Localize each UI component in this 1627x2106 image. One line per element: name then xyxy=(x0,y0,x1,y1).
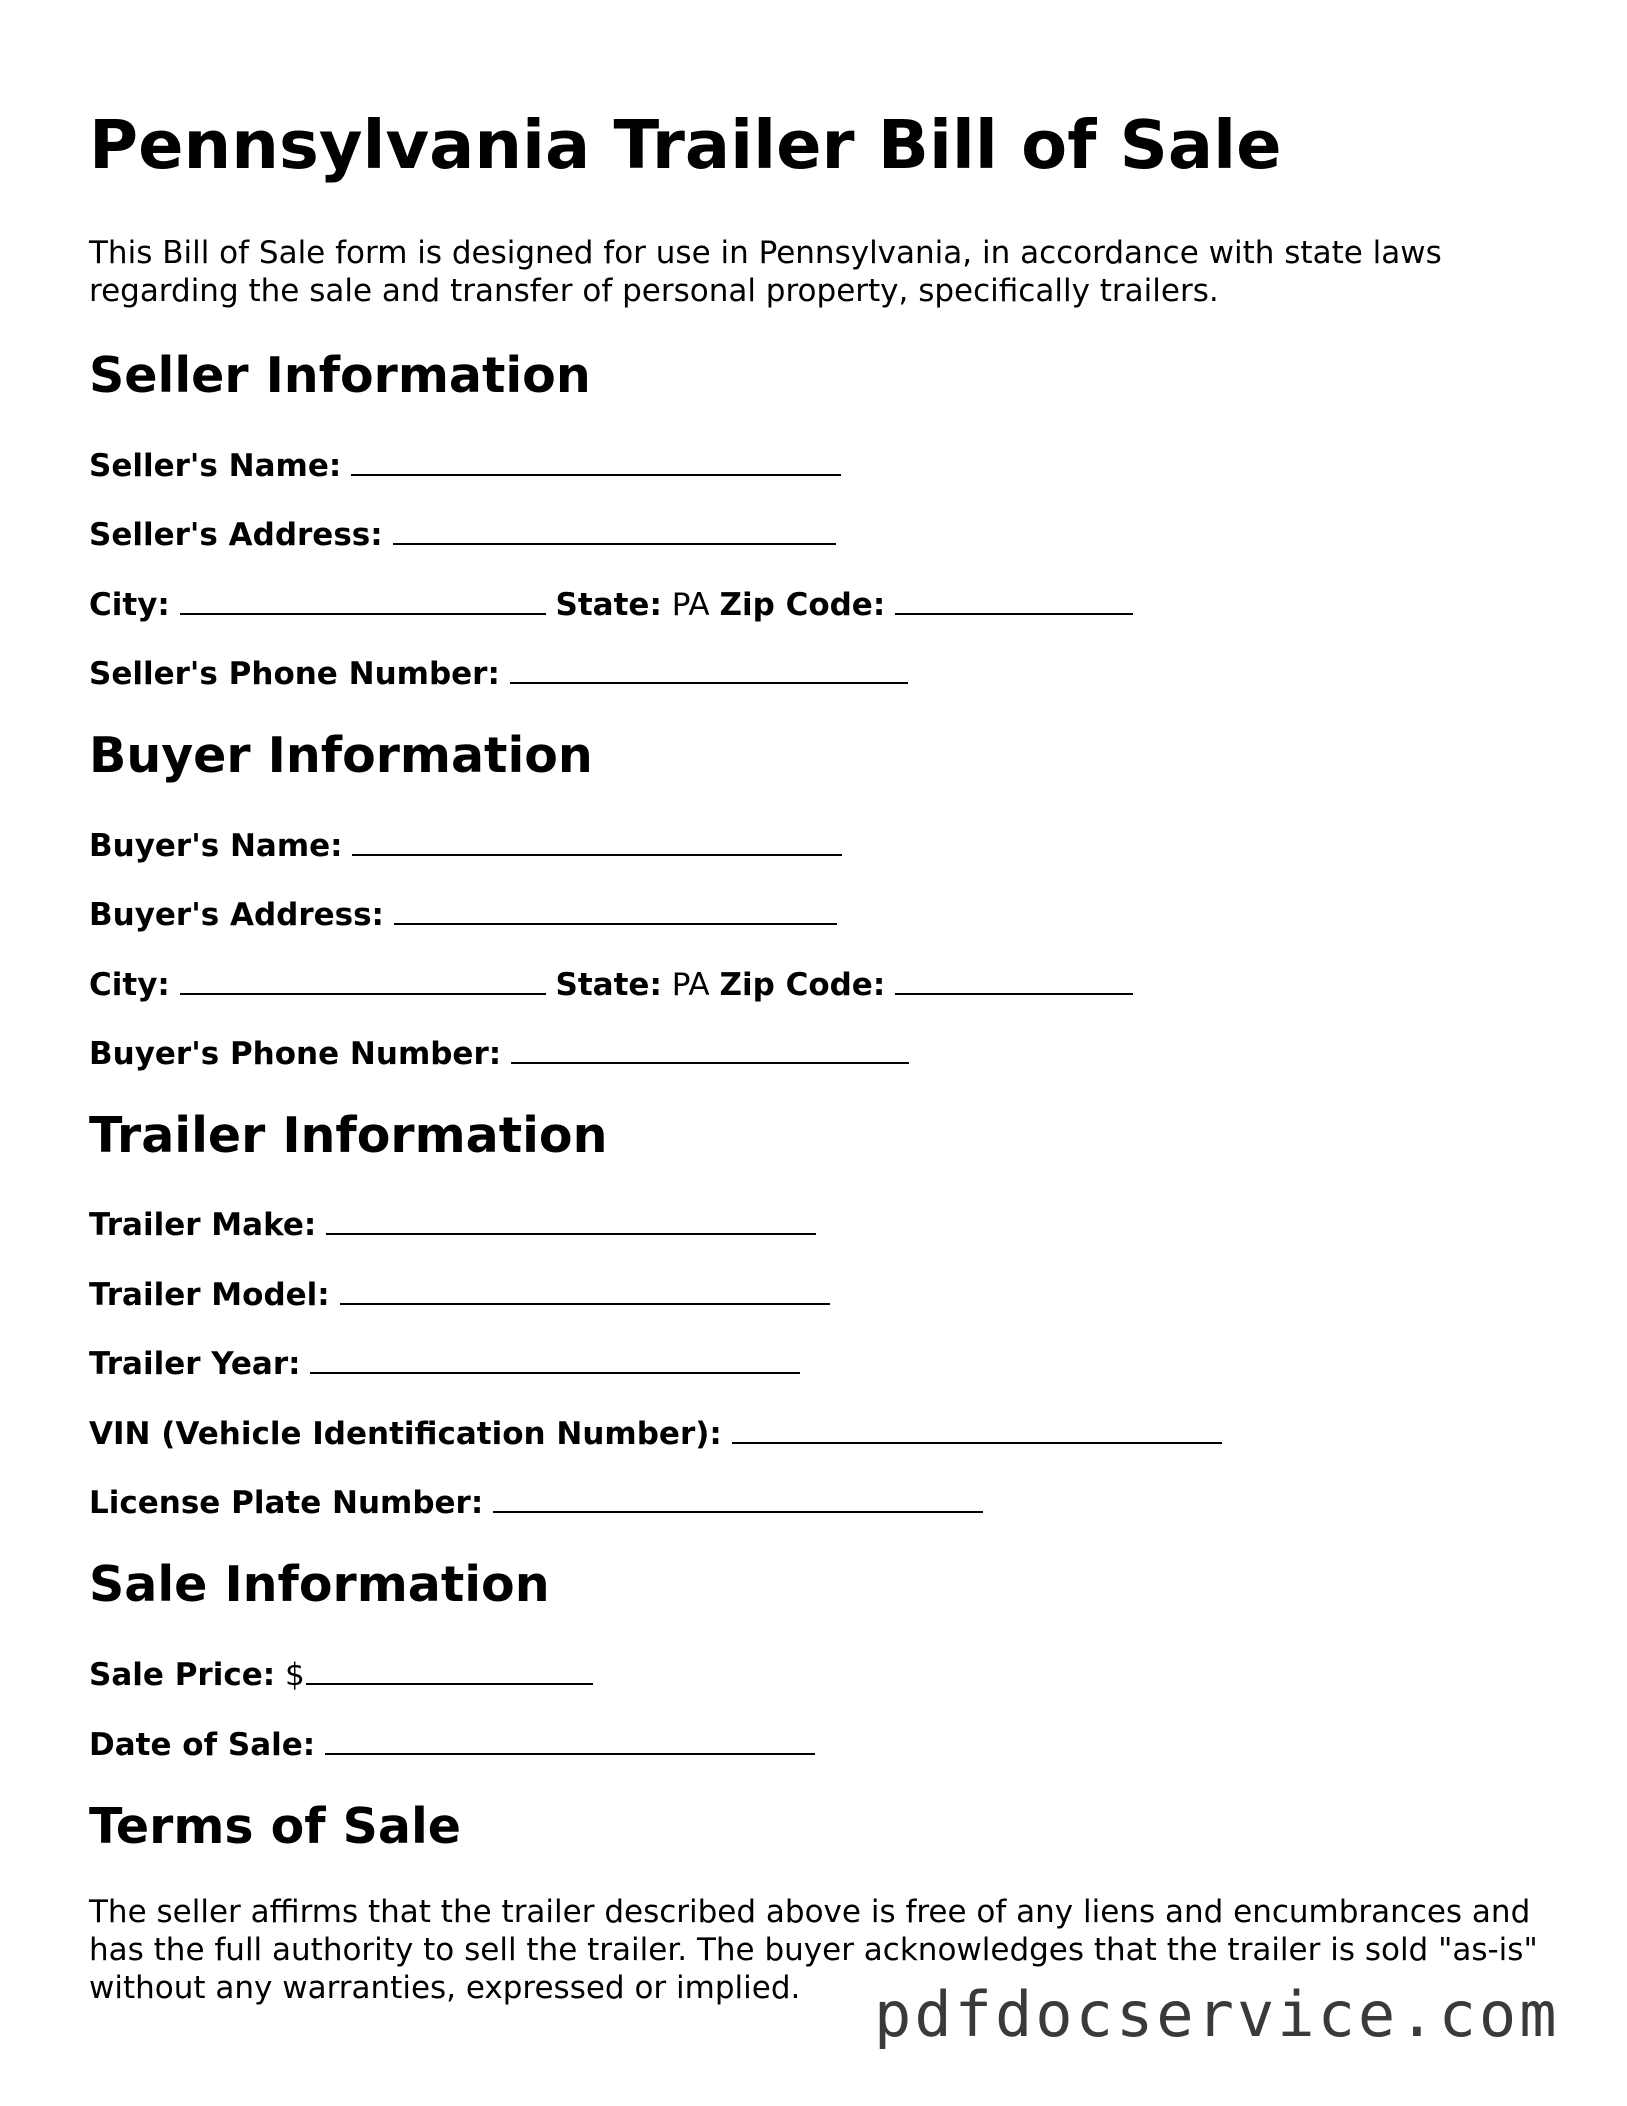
buyer-name-field[interactable] xyxy=(352,826,842,856)
seller-state-value: PA xyxy=(671,587,710,623)
seller-name-field[interactable] xyxy=(351,446,841,476)
trailer-model-label: Trailer Model: xyxy=(89,1277,330,1313)
terms-section-heading: Terms of Sale xyxy=(89,1798,462,1855)
buyer-name-label: Buyer's Name: xyxy=(89,828,343,864)
sale-date-field[interactable] xyxy=(325,1725,815,1755)
sale-price-field[interactable] xyxy=(306,1655,593,1685)
document-title: Pennsylvania Trailer Bill of Sale xyxy=(89,106,1282,184)
seller-address-field[interactable] xyxy=(393,515,836,545)
seller-name-label: Seller's Name: xyxy=(89,448,342,484)
buyer-city-field[interactable] xyxy=(180,965,546,995)
trailer-year-row xyxy=(89,1344,800,1380)
buyer-phone-row xyxy=(89,1034,909,1070)
seller-section-heading: Seller Information xyxy=(89,347,591,404)
buyer-phone-label: Buyer's Phone Number: xyxy=(89,1036,502,1072)
terms-paragraph: The seller affirms that the trailer described above is free of any liens and encumbrances and has the full authority to sell the trailer. The buyer acknowledges that the trailer is sold "as-is" without any warranties, expressed or implied. xyxy=(89,1894,1538,2006)
seller-phone-row xyxy=(89,654,908,690)
trailer-vin-row xyxy=(89,1414,1222,1450)
trailer-model-row xyxy=(89,1275,830,1311)
seller-address-label: Seller's Address: xyxy=(89,517,383,553)
intro-paragraph: This Bill of Sale form is designed for use in Pennsylvania, in accordance with state laws regarding the sale and transfer of personal property, specifically trailers. xyxy=(89,235,1442,309)
sale-price-row xyxy=(89,1655,593,1691)
buyer-city-state-zip-row xyxy=(89,965,1133,1001)
sale-date-label: Date of Sale: xyxy=(89,1727,316,1763)
trailer-section-heading: Trailer Information xyxy=(89,1107,608,1164)
seller-phone-label: Seller's Phone Number: xyxy=(89,656,500,692)
buyer-section-heading: Buyer Information xyxy=(89,727,593,784)
buyer-state-value: PA xyxy=(671,967,710,1003)
sale-price-label: Sale Price: xyxy=(89,1657,276,1693)
seller-name-row xyxy=(89,446,841,482)
seller-state-label: State: xyxy=(555,587,662,623)
trailer-vin-field[interactable] xyxy=(732,1414,1222,1444)
trailer-plate-label: License Plate Number: xyxy=(89,1485,484,1521)
buyer-address-label: Buyer's Address: xyxy=(89,897,384,933)
seller-address-row xyxy=(89,515,836,551)
sale-section-heading: Sale Information xyxy=(89,1556,550,1613)
buyer-name-row xyxy=(89,826,842,862)
trailer-model-field[interactable] xyxy=(340,1275,830,1305)
sale-date-row xyxy=(89,1725,815,1761)
seller-zip-label: Zip Code: xyxy=(719,587,886,623)
seller-city-field[interactable] xyxy=(180,585,546,615)
trailer-make-field[interactable] xyxy=(326,1205,816,1235)
currency-symbol: $ xyxy=(284,1657,305,1693)
trailer-make-row xyxy=(89,1205,816,1241)
buyer-phone-field[interactable] xyxy=(511,1034,909,1064)
seller-city-state-zip-row xyxy=(89,585,1133,621)
seller-zip-field[interactable] xyxy=(895,585,1133,615)
buyer-zip-label: Zip Code: xyxy=(719,967,886,1003)
buyer-address-row xyxy=(89,895,837,931)
buyer-address-field[interactable] xyxy=(394,895,837,925)
trailer-plate-field[interactable] xyxy=(493,1483,983,1513)
buyer-city-label: City: xyxy=(89,967,170,1003)
buyer-zip-field[interactable] xyxy=(895,965,1133,995)
seller-city-label: City: xyxy=(89,587,170,623)
trailer-vin-label: VIN (Vehicle Identification Number): xyxy=(89,1416,722,1452)
trailer-year-field[interactable] xyxy=(310,1344,800,1374)
seller-phone-field[interactable] xyxy=(510,654,908,684)
watermark-text: pdfdocservice.com xyxy=(874,1978,1560,2051)
buyer-state-label: State: xyxy=(555,967,662,1003)
trailer-plate-row xyxy=(89,1483,983,1519)
trailer-make-label: Trailer Make: xyxy=(89,1207,317,1243)
trailer-year-label: Trailer Year: xyxy=(89,1346,301,1382)
